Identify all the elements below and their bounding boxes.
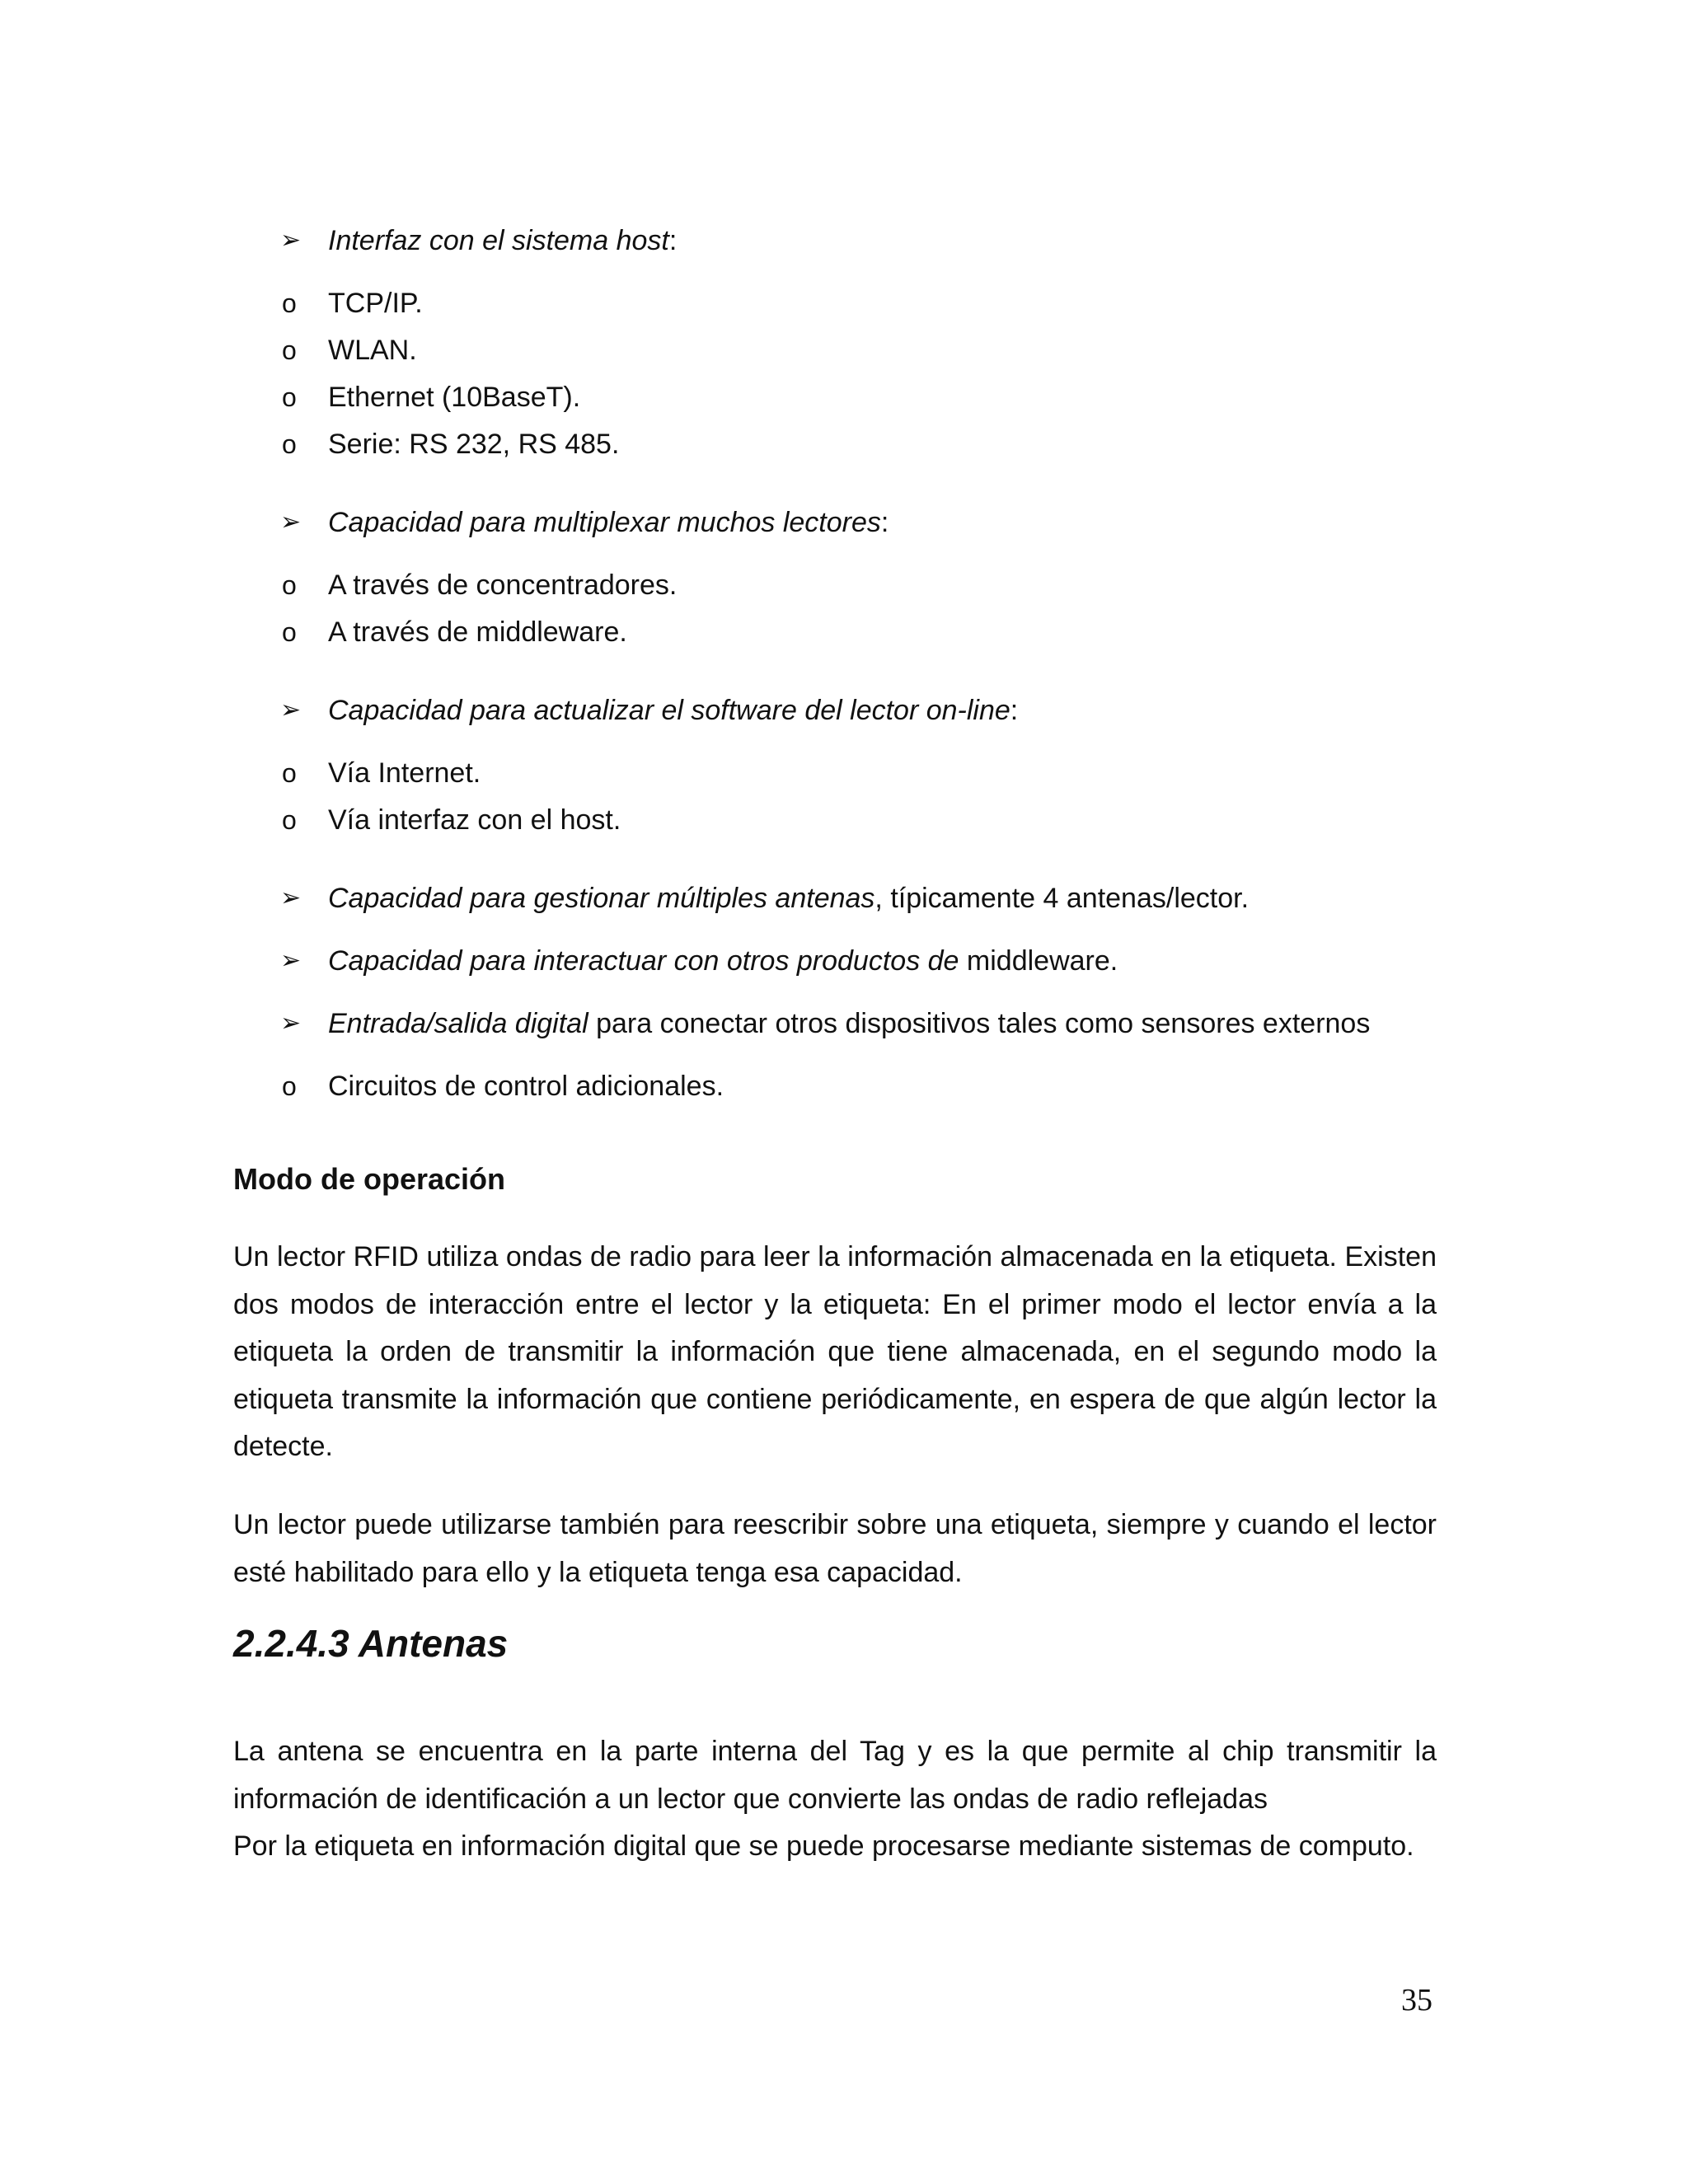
paragraph-line: detecte. — [233, 1431, 333, 1462]
subheading-modo-operacion: Modo de operación — [233, 1162, 506, 1196]
circle-bullet-icon: o — [282, 758, 297, 788]
bullet-italic: Capacidad para interactuar con otros productos de — [328, 945, 959, 977]
paragraph-line: Un lector puede utilizarse también para reescribir sobre una etiqueta, siempre y cuando el lector — [233, 1509, 1437, 1540]
arrow-bullet-icon: ➢ — [280, 508, 302, 537]
bullet-rest: : — [880, 507, 889, 538]
sub-item-text: TCP/IP. — [328, 288, 423, 319]
paragraph-line: esté habilitado para ello y la etiqueta tenga esa capacidad. — [233, 1556, 963, 1588]
paragraph-reescribir — [233, 1502, 1437, 1596]
bullet-rest: : — [668, 225, 678, 256]
bullet-italic: Entrada/salida digital — [328, 1008, 588, 1039]
page-number: 35 — [1401, 1983, 1432, 2018]
circle-bullet-icon: o — [282, 570, 297, 600]
bullet-italic: Capacidad para gestionar múltiples antenas — [328, 883, 875, 914]
bullet-rest: middleware. — [959, 945, 1118, 977]
circle-bullet-icon: o — [282, 1071, 297, 1101]
paragraph-line: información de identificación a un lector que convierte las ondas de radio reflejadas — [233, 1783, 1268, 1815]
circle-bullet-icon: o — [282, 617, 297, 647]
paragraph-line: etiqueta transmite la información que contiene periódicamente, en espera de que algún lector la — [233, 1383, 1437, 1415]
paragraph-line: Por la etiqueta en información digital que se puede procesarse mediante sistemas de computo. — [233, 1830, 1414, 1862]
circle-bullet-icon: o — [282, 288, 297, 318]
bullet-italic: Capacidad para actualizar el software del lector on-line — [328, 695, 1010, 726]
circle-bullet-icon: o — [282, 429, 297, 459]
paragraph-antenas — [233, 1728, 1437, 1871]
paragraph-modo-operacion — [233, 1234, 1437, 1471]
circle-bullet-icon: o — [282, 335, 297, 365]
arrow-bullet-icon: ➢ — [280, 226, 302, 255]
circle-bullet-icon: o — [282, 382, 297, 412]
sub-item-text: Serie: RS 232, RS 485. — [328, 429, 620, 460]
arrow-bullet-icon: ➢ — [280, 946, 302, 975]
sub-item-text: Ethernet (10BaseT). — [328, 382, 581, 413]
bullet-rest: : — [1010, 695, 1019, 726]
circle-bullet-icon: o — [282, 805, 297, 835]
sub-item-text: Vía interfaz con el host. — [328, 804, 621, 836]
paragraph-line: La antena se encuentra en la parte interna del Tag y es la que permite al chip transmitir la — [233, 1736, 1437, 1767]
sub-item-text: Circuitos de control adicionales. — [328, 1071, 724, 1102]
sub-item-text: A través de concentradores. — [328, 569, 678, 601]
section-title-antenas: 2.2.4.3 Antenas — [233, 1622, 509, 1665]
paragraph-line: dos modos de interacción entre el lector y la etiqueta: En el primer modo el lector envía a la — [233, 1288, 1437, 1320]
bullet-italic: Interfaz con el sistema host — [328, 225, 669, 256]
arrow-bullet-icon: ➢ — [280, 696, 302, 724]
paragraph-line: Un lector RFID utiliza ondas de radio para leer la información almacenada en la etiqueta. Existen — [233, 1241, 1437, 1272]
arrow-bullet-icon: ➢ — [280, 1009, 302, 1038]
paragraph-line: etiqueta la orden de transmitir la información que tiene almacenada, en el segundo modo la — [233, 1336, 1437, 1367]
bullet-rest: para conectar otros dispositivos tales como sensores externos — [588, 1008, 1371, 1039]
sub-item-text: Vía Internet. — [328, 757, 481, 789]
sub-item-text: WLAN. — [328, 335, 417, 366]
bullet-rest: , típicamente 4 antenas/lector. — [874, 883, 1250, 914]
bullet-italic: Capacidad para multiplexar muchos lectores — [328, 507, 881, 538]
sub-item-text: A través de middleware. — [328, 616, 627, 648]
arrow-bullet-icon: ➢ — [280, 883, 302, 912]
